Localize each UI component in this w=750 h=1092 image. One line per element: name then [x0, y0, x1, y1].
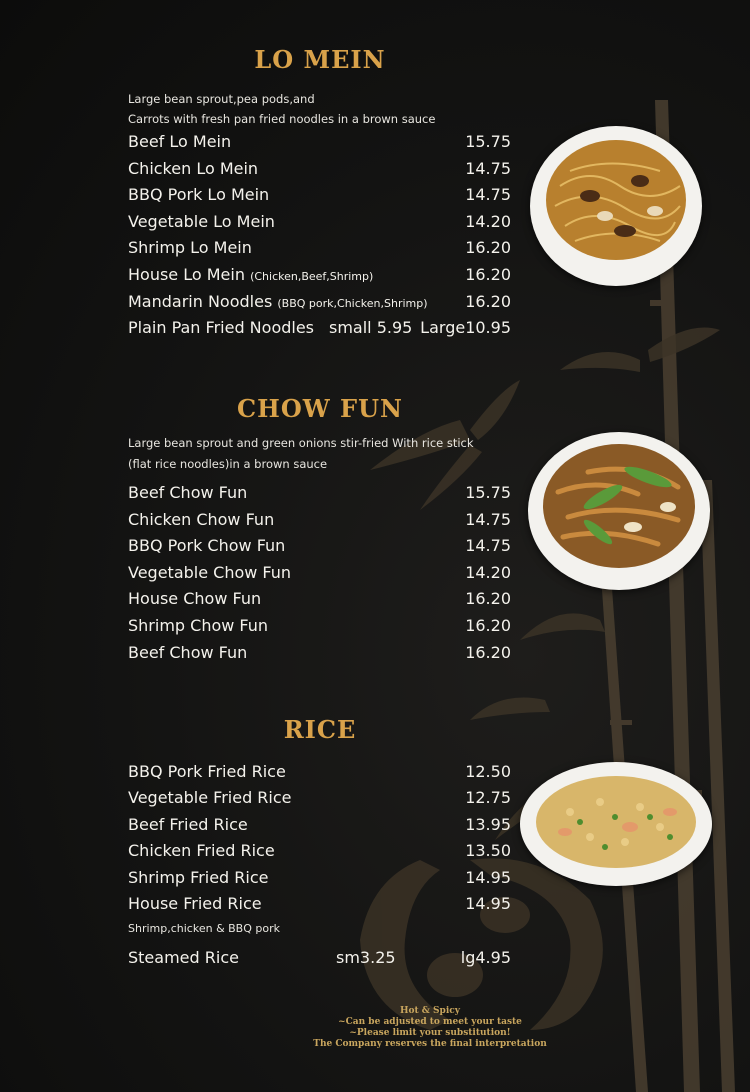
item-name: Chicken Lo Mein [128, 159, 259, 178]
menu-item [128, 129, 511, 155]
item-price: 16.20 [465, 643, 511, 662]
item-price: 16.20 [465, 238, 511, 257]
item-price: 14.20 [465, 563, 511, 582]
menu-item [128, 945, 511, 971]
lo-mein-desc-2: Carrots with fresh pan fried noodles in a brown sauce [128, 112, 436, 126]
house-fried-rice-note: Shrimp,chicken & BBQ pork [128, 922, 280, 935]
item-name: Beef Fried Rice [128, 815, 248, 834]
item-name: Chicken Chow Fun [128, 510, 275, 529]
menu-item [128, 507, 511, 533]
menu-item [128, 235, 511, 261]
item-price: 14.95 [465, 894, 511, 913]
menu-item [128, 759, 511, 785]
menu-item [128, 262, 511, 288]
item-note: (BBQ pork,Chicken,Shrimp) [277, 297, 428, 310]
item-price: 12.50 [465, 762, 511, 781]
item-price: 13.95 [465, 815, 511, 834]
item-price: 16.20 [465, 589, 511, 608]
item-price: 14.75 [465, 536, 511, 555]
item-price-small: small 5.95 [329, 318, 413, 337]
item-name: House Chow Fun [128, 589, 262, 608]
footer-line-1: Hot & Spicy [400, 1006, 460, 1016]
menu-item [128, 209, 511, 235]
item-name: Beef Chow Fun [128, 643, 248, 662]
item-name: Steamed Rice [128, 948, 239, 967]
menu-item [128, 613, 511, 639]
item-price: 16.20 [465, 265, 511, 284]
menu-item [128, 480, 511, 506]
item-price: 14.95 [465, 868, 511, 887]
item-price: 15.75 [465, 132, 511, 151]
rice-title: RICE [283, 715, 357, 744]
item-name: Beef Chow Fun [128, 483, 248, 502]
footer-line-3: ~Please limit your substitution! [349, 1028, 511, 1038]
lo-mein-desc-1: Large bean sprout,pea pods,and [128, 92, 315, 106]
item-name: Shrimp Fried Rice [128, 868, 269, 887]
item-name: Shrimp Chow Fun [128, 616, 269, 635]
item-price: 16.20 [465, 616, 511, 635]
item-name: House Fried Rice [128, 894, 262, 913]
item-price: 12.75 [465, 788, 511, 807]
chow-fun-desc-2: (flat rice noodles)in a brown sauce [128, 457, 328, 471]
item-price: 14.75 [465, 510, 511, 529]
item-name: Vegetable Fried Rice [128, 788, 292, 807]
menu-item [128, 891, 511, 917]
footer-notes [230, 1006, 630, 1050]
item-price-large: Large10.95 [420, 318, 511, 337]
footer-line-2: ~Can be adjusted to meet your taste [338, 1017, 522, 1027]
item-price: 16.20 [465, 292, 511, 311]
item-note: (Chicken,Beef,Shrimp) [250, 270, 374, 283]
item-price-small: sm3.25 [336, 948, 396, 967]
menu-item [128, 865, 511, 891]
menu-item [128, 838, 511, 864]
item-name: Vegetable Lo Mein [128, 212, 275, 231]
item-price: 14.75 [465, 185, 511, 204]
item-name: House Lo Mein (Chicken,Beef,Shrimp) [128, 265, 374, 284]
item-name: Plain Pan Fried Noodles [128, 318, 315, 337]
item-price: 14.75 [465, 159, 511, 178]
rice-plate-icon [520, 762, 712, 886]
item-name: Chicken Fried Rice [128, 841, 275, 860]
chow-fun-title: CHOW FUN [237, 394, 403, 423]
menu-item [128, 560, 511, 586]
item-price: 15.75 [465, 483, 511, 502]
item-price: 13.50 [465, 841, 511, 860]
noodle-plate-icon [528, 432, 710, 590]
menu-item [128, 315, 511, 341]
menu-item [128, 640, 511, 666]
lo-mein-title: LO MEIN [254, 45, 386, 74]
item-name: Vegetable Chow Fun [128, 563, 292, 582]
menu-item [128, 586, 511, 612]
lo-mein-dish-image [530, 126, 702, 286]
item-price-large: lg4.95 [460, 948, 511, 967]
menu-item [128, 182, 511, 208]
item-name: BBQ Pork Lo Mein [128, 185, 270, 204]
noodle-plate-icon [530, 126, 702, 286]
menu-item [128, 785, 511, 811]
item-name: Beef Lo Mein [128, 132, 232, 151]
chow-fun-dish-image [528, 432, 710, 590]
item-name: Mandarin Noodles (BBQ pork,Chicken,Shrimp) [128, 292, 428, 311]
item-name: Shrimp Lo Mein [128, 238, 252, 257]
menu-item [128, 812, 511, 838]
chow-fun-desc-1: Large bean sprout and green onions stir-fried With rice stick [128, 436, 474, 450]
menu-item [128, 533, 511, 559]
footer-line-4: The Company reserves the final interpretation [313, 1039, 547, 1049]
item-name: BBQ Pork Fried Rice [128, 762, 286, 781]
item-name: BBQ Pork Chow Fun [128, 536, 286, 555]
menu-item [128, 156, 511, 182]
menu-item [128, 289, 511, 315]
item-price: 14.20 [465, 212, 511, 231]
fried-rice-dish-image [520, 762, 712, 886]
